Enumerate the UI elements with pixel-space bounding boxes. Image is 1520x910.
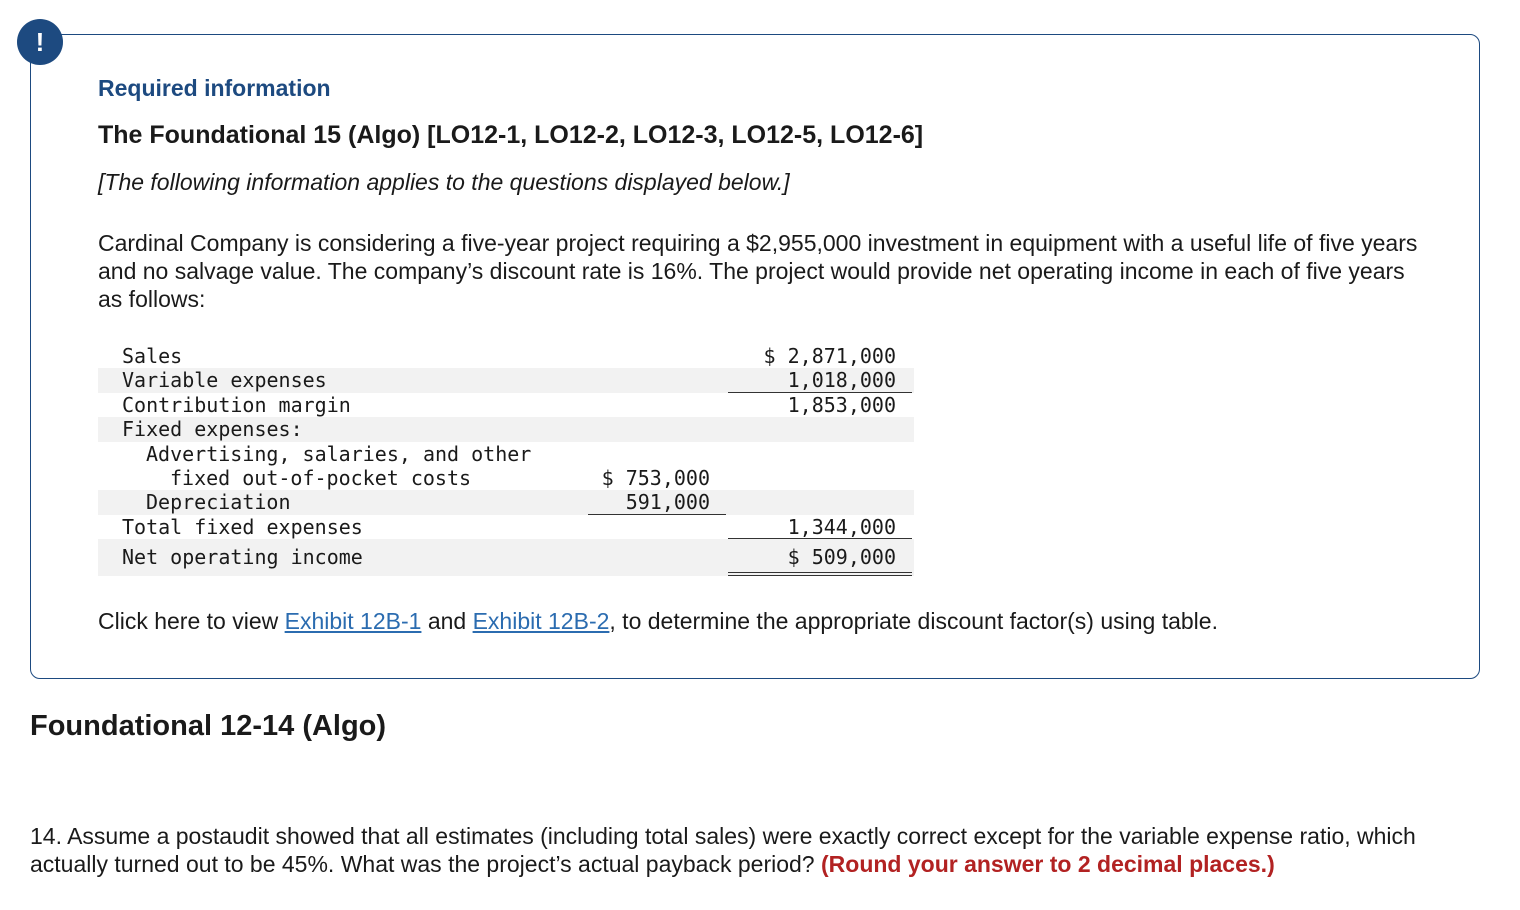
row-label: Contribution margin xyxy=(122,392,351,417)
income-statement-table xyxy=(98,344,914,576)
required-information-heading: Required information xyxy=(98,75,331,101)
row-fixed-out-of-pocket xyxy=(98,466,914,490)
row-total-fixed-expenses xyxy=(98,515,914,539)
exclamation-icon: ! xyxy=(17,19,63,65)
row-total-value: 1,018,000 xyxy=(728,368,912,392)
exhibit-suffix: , to determine the appropriate discount factor(s) using table. xyxy=(609,608,1218,634)
row-detail-value: 591,000 xyxy=(588,490,726,514)
problem-title: The Foundational 15 (Algo) [LO12-1, LO12-2, LO12-3, LO12-5, LO12-6] xyxy=(98,121,924,149)
question-body: 14. Assume a postaudit showed that all estimates (including total sales) were exactly correct except for the variable expense ratio, which actually turned out to be 45%. What was the project’s actual payback period? xyxy=(30,823,1416,877)
row-label: Sales xyxy=(122,344,183,368)
row-label: fixed out-of-pocket costs xyxy=(170,465,472,490)
exhibit-prefix: Click here to view xyxy=(98,608,285,634)
row-label: Advertising, salaries, and other xyxy=(146,441,532,466)
row-fixed-expenses-header xyxy=(98,417,914,441)
row-label: Fixed expenses: xyxy=(122,417,303,442)
row-label: Variable expenses xyxy=(122,368,327,393)
exhibit-12b-1-link[interactable]: Exhibit 12B-1 xyxy=(284,608,422,634)
question-text xyxy=(30,822,1500,878)
question-section-title: Foundational 12-14 (Algo) xyxy=(30,710,387,742)
row-total-value: 1,344,000 xyxy=(728,515,912,539)
row-label: Depreciation xyxy=(146,490,291,515)
row-total-value: $ 509,000 xyxy=(728,539,912,576)
exhibit-12b-2-link[interactable]: Exhibit 12B-2 xyxy=(472,608,610,634)
applies-note: [The following information applies to the questions displayed below.] xyxy=(98,169,790,195)
row-sales xyxy=(98,344,914,368)
row-contribution-margin xyxy=(98,393,914,417)
row-label: Total fixed expenses xyxy=(122,514,363,539)
row-total-value: 1,853,000 xyxy=(787,392,896,417)
exhibit-instructions xyxy=(98,608,1218,635)
row-detail-value: $ 753,000 xyxy=(601,465,710,490)
rounding-instruction: (Round your answer to 2 decimal places.) xyxy=(821,851,1275,877)
row-label: Net operating income xyxy=(122,545,363,570)
row-variable-expenses xyxy=(98,368,914,392)
row-net-operating-income xyxy=(98,539,914,576)
problem-intro: Cardinal Company is considering a five-year project requiring a $2,955,000 investment in equipment with a useful life of five years and no salvage value. The company’s discount rate is 16%. The project would provide net operating income in each of five years as follows: xyxy=(98,230,1418,312)
exhibit-middle: and xyxy=(421,608,473,634)
row-total-value: $ 2,871,000 xyxy=(763,344,896,368)
row-depreciation xyxy=(98,490,914,514)
row-advertising xyxy=(98,442,914,466)
